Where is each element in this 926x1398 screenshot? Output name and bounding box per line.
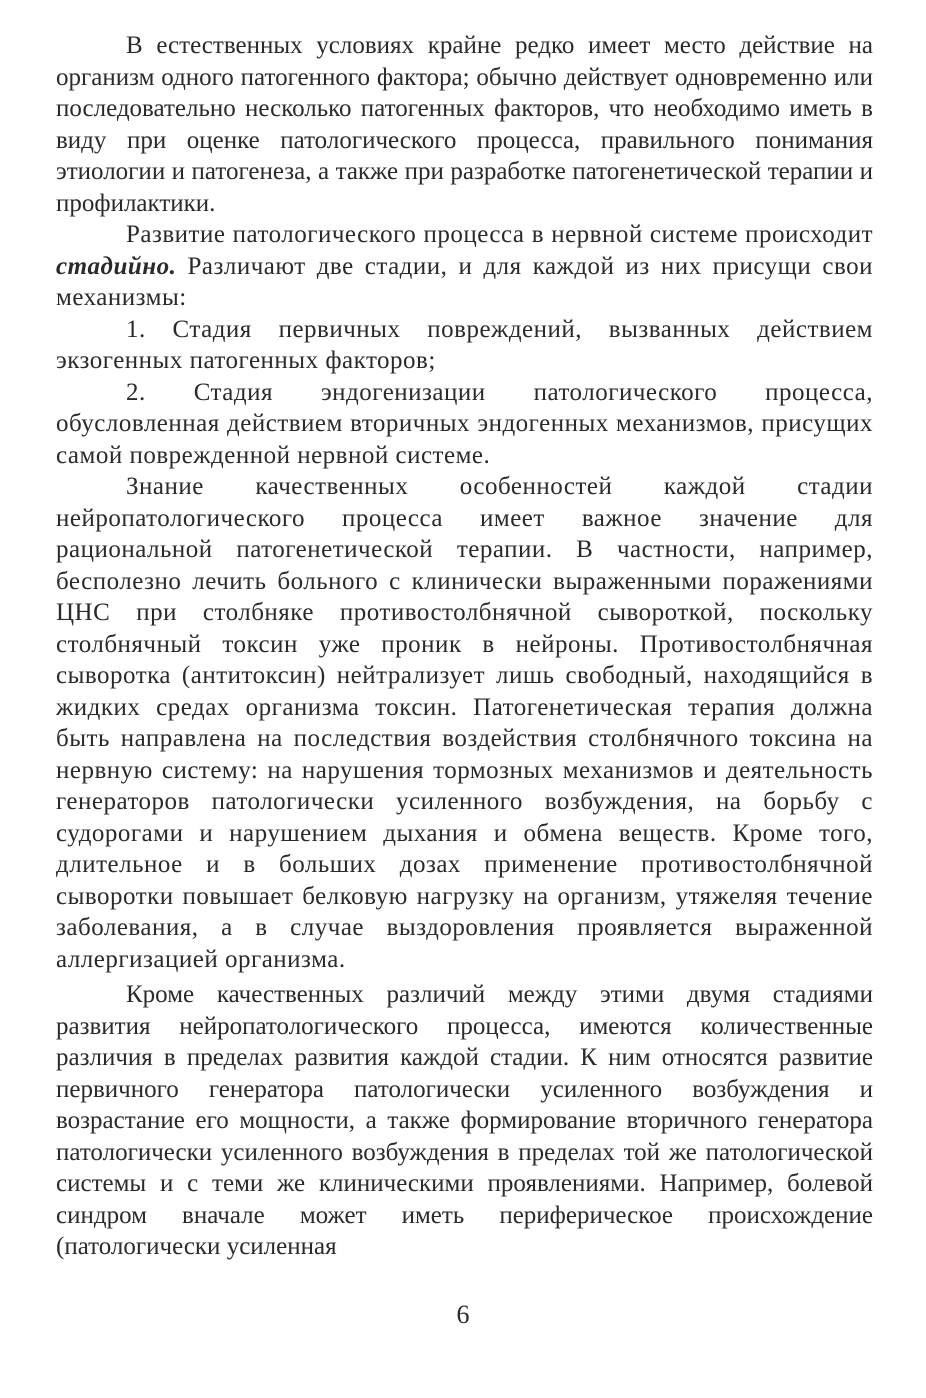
page-body	[56, 30, 873, 1263]
emphasis-stadiyno: стадийно.	[56, 252, 177, 280]
paragraph-6: Кроме качественных различий между этими двумя стадиями развития нейропатологического процесса, имеются количественные различия в пределах развития каждой стадии. К ним относятся развитие первичного генератора патологически усиленного возбуждения и возрастание его мощности, а также формирование вторичного генератора патологически усиленного возбуждения в пределах той же патологической системы и с теми же клиническими проявлениями. Например, болевой синдром вначале может иметь периферическое происхождение (патологически усиленная	[56, 981, 873, 1260]
paragraph-2	[56, 219, 873, 314]
list-item-1: 1. Стадия первичных повреждений, вызванных действием экзогенных патогенных факторов;	[56, 315, 873, 374]
paragraph-1: В естественных условиях крайне редко имеет место действие на организм одного патогенного фактора; обычно действует одновременно или последовательно несколько патогенных факторов, что необходимо иметь в виду при оценке патологического процесса, правильного понимания этиологии и патогенеза, а также при разработке патогенетической терапии и профилактики.	[56, 32, 873, 217]
paragraph-2-tail: Различают две стадии, и для каждой из них присущи свои механизмы:	[56, 252, 873, 311]
list-item-2: 2. Стадия эндогенизации патологического процесса, обусловленная действием вторичных эндогенных механизмов, присущих самой поврежденной нервной системе.	[56, 378, 873, 469]
paragraph-2-lead: Развитие патологического процесса в нервной системе происходит	[126, 221, 873, 248]
paragraph-5: Знание качественных особенностей каждой стадии нейропатологического процесса имеет важное значение для рациональной патогенетической терапии. В частности, например, бесполезно лечить больного с клинически выраженными поражениями ЦНС при столбняке противостолбнячной сывороткой, поскольку столбнячный токсин уже проник в нейроны. Противостолбнячная сыворотка (антитоксин) нейтрализует лишь свободный, находящийся в жидких средах организма токсин. Патогенетическая терапия должна быть направлена на последствия воздействия столбнячного токсина на нервную систему: на нарушения тормозных механизмов и деятельность генераторов патологически усиленного возбуждения, на борьбу с судорогами и нарушением дыхания и обмена веществ. Кроме того, длительное и в больших дозах применение противостолбнячной сыворотки повышает белковую нагрузку на организм, утяжеляя течение заболевания, а в случае выздоровления проявляется выраженной аллергизацией организма.	[56, 473, 873, 973]
page-number: 6	[456, 1300, 470, 1329]
